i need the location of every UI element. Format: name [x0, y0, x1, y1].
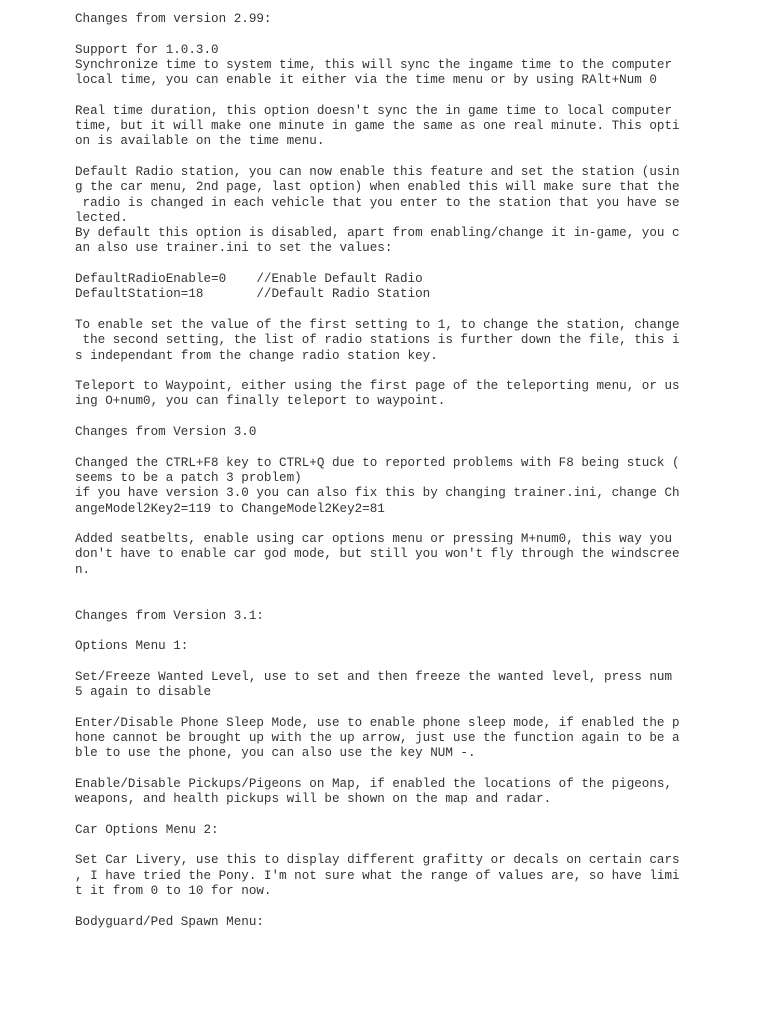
text-line: time, but it will make one minute in game the same as one real minute. This opti: [75, 119, 680, 134]
text-line: Teleport to Waypoint, either using the first page of the teleporting menu, or us: [75, 379, 680, 394]
text-line: [75, 257, 755, 272]
text-line: Set/Freeze Wanted Level, use to set and then freeze the wanted level, press num: [75, 669, 673, 684]
text-line: Enable/Disable Pickups/Pigeons on Map, if enabled the locations of the pigeons,: [75, 776, 673, 791]
text-line: [75, 807, 755, 822]
text-line: [75, 700, 755, 715]
text-line: Car Options Menu 2:: [75, 822, 219, 837]
text-line: radio is changed in each vehicle that you enter to the station that you have se: [75, 195, 680, 210]
text-line: To enable set the value of the first setting to 1, to change the station, change: [75, 317, 680, 332]
text-line: [75, 762, 755, 777]
text-line: t it from 0 to 10 for now.: [75, 883, 272, 898]
text-line: the second setting, the list of radio stations is further down the file, this i: [75, 333, 680, 348]
text-line: ing O+num0, you can finally teleport to waypoint.: [75, 394, 446, 409]
text-line: [75, 440, 755, 455]
text-line: , I have tried the Pony. I'm not sure what the range of values are, so have limi: [75, 868, 680, 883]
text-line: DefaultRadioEnable=0 //Enable Default Radio: [75, 272, 423, 287]
text-line: Bodyguard/Ped Spawn Menu:: [75, 914, 264, 929]
text-line: n.: [75, 562, 91, 577]
text-line: [75, 27, 755, 42]
text-line: [75, 838, 755, 853]
text-line: Changed the CTRL+F8 key to CTRL+Q due to reported problems with F8 being stuck (: [75, 455, 680, 470]
text-line: an also use trainer.ini to set the values:: [75, 241, 393, 256]
text-line: [75, 593, 755, 608]
text-line: DefaultStation=18 //Default Radio Station: [75, 287, 431, 302]
text-line: Changes from version 2.99:: [75, 12, 272, 26]
text-line: [75, 150, 755, 165]
text-line: ble to use the phone, you can also use the key NUM -.: [75, 746, 476, 761]
text-line: Real time duration, this option doesn't sync the in game time to local computer: [75, 103, 673, 118]
text-line: if you have version 3.0 you can also fix this by changing trainer.ini, change Ch: [75, 486, 680, 501]
text-line: on is available on the time menu.: [75, 134, 325, 149]
text-line: [75, 410, 755, 425]
text-line: [75, 624, 755, 639]
document-text: [75, 12, 755, 930]
text-line: seems to be a patch 3 problem): [75, 470, 302, 485]
text-line: g the car menu, 2nd page, last option) when enabled this will make sure that the: [75, 180, 680, 195]
text-line: s independant from the change radio station key.: [75, 348, 438, 363]
text-line: Default Radio station, you can now enable this feature and set the station (usin: [75, 164, 680, 179]
text-line: lected.: [75, 210, 128, 225]
text-line: By default this option is disabled, apart from enabling/change it in-game, you c: [75, 226, 680, 241]
text-line: [75, 517, 755, 532]
text-line: [75, 88, 755, 103]
text-line: Added seatbelts, enable using car options menu or pressing M+num0, this way you: [75, 532, 673, 547]
text-line: Changes from Version 3.1:: [75, 608, 264, 623]
text-line: [75, 303, 755, 318]
text-line: [75, 578, 755, 593]
text-line: [75, 899, 755, 914]
text-line: hone cannot be brought up with the up arrow, just use the function again to be a: [75, 730, 680, 745]
text-line: [75, 364, 755, 379]
text-line: 5 again to disable: [75, 685, 212, 700]
text-line: Support for 1.0.3.0: [75, 42, 219, 57]
text-line: Synchronize time to system time, this will sync the ingame time to the computer: [75, 57, 673, 72]
text-line: weapons, and health pickups will be shown on the map and radar.: [75, 792, 552, 807]
text-line: Changes from Version 3.0: [75, 425, 257, 440]
text-line: Enter/Disable Phone Sleep Mode, use to enable phone sleep mode, if enabled the p: [75, 715, 680, 730]
text-line: don't have to enable car god mode, but still you won't fly through the windscree: [75, 547, 680, 562]
text-line: Options Menu 1:: [75, 639, 189, 654]
text-line: Set Car Livery, use this to display different grafitty or decals on certain cars: [75, 853, 680, 868]
text-line: angeModel2Key2=119 to ChangeModel2Key2=81: [75, 501, 385, 516]
text-line: [75, 654, 755, 669]
text-line: local time, you can enable it either via the time menu or by using RAlt+Num 0: [75, 73, 657, 88]
